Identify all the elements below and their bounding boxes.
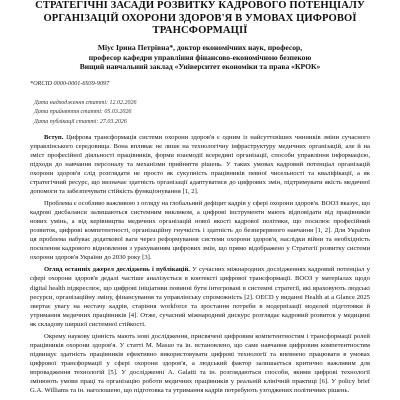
paragraph-text: Проблема є особливо важливою з огляду на глобальний дефіцит кадрів у сфері охорони здоров'я. ВООЗ вказує, що кадрові дисбаланси залишаються системним викликом, а цифрові інструменти мають відповідати від працівників нових умінь, а від керівництва медичних організацій нової якості кадрової політики, що посилює професійний розвиток, цифрові компетентності, організаційну гнучкість і здатність до безперервного навчання [1, 2]. Для України ця проблема набуває додаткової ваги через реформування системи охорони здоров'я, наслідки війни та необхідність посилення кадрового відновлення з урахуванням цифрових змін, що прямо відображено у Стратегії розвитку системи охорони здоров'я України до 2030 року [3]. [30,200,370,262]
date-published: Дата публікації статті: 27.03.2026 [34,118,127,125]
affiliation-institution: Вищий навчальний заклад «Університет економіки та права «КРОК» [79,62,321,72]
article-title [30,0,370,38]
title-line: СТРАТЕГІЧНІ ЗАСАДИ РОЗВИТКУ КАДРОВОГО ПОТЕНЦІАЛУ [35,0,365,11]
paragraph-introduction [30,133,370,196]
paragraph-literature-review [30,265,370,328]
orcid-id: *ORCID 0000-0001-6939-9097 [30,80,110,88]
paragraph-text: У сучасних міжнародних дослідженнях кадровий потенціал у сфері охорони здоров'я дедалі частіше аналізується в контексті цифрової трансформації. ВООЗ у матеріалах щодо digital health підкреслює, що цифрові ініціативи повинні бути інтегровані в системні стратегії, які враховують людські ресурси, організаційну зміну, фінансування та управлінську спроможність [2]. OECD у виданні Health at a Glance 2025 звертає увагу на нестачу кадрів, старіння workforce та зростання потреби в модернізації моделей підготовки й утримання медичних працівників [4]. Отже, сучасний міжнародний дискурс розглядає кадровий розвиток у медицині як складову ширшої системної стійкості. [30,266,370,328]
date-received: Дата надходження статті: 12.02.2026 [34,100,137,107]
paragraph [30,332,370,395]
author-line: Міус Ірина Петрівна*, доктор економічних наук, професор, [97,42,303,52]
author-block [30,43,370,72]
affiliation-department: професор кафедри управління фінансово-економічною безпекою [88,52,312,62]
paragraph-text: Окрему наукову цінність мають нові дослідження, присвячені цифровим компетентностям і трансформації ролей працівників охорони здоров'я. У статті M. Masuo та ін. встановлено, що саме навчання цифровим компетентностям підвищує здатність працівників ефективно використовувати цифрові технології та впевнено працювати в умовах цифрової трансформації у сфері охорони здоров'я, а людський фактор залишається критично важливим для впровадження технологій [5]. У дослідженні A. Galatti та ін. розглядаються способи, якими цифрові технології змінюють умови праці та організацію роботи медичних працівників у реальній клінічній практиці [6]. У policy brief G.A. Williams та ін. наголошено, що підготовка та утримання кадрів потребують узгоджених політичних рішень. [30,332,370,395]
paragraph-lead: Вступ. [44,133,64,141]
title-line: ОРГАНІЗАЦІЙ ОХОРОНИ ЗДОРОВ'Я В УМОВАХ ЦИФРОВОЇ [43,12,357,24]
paragraph-text: Цифрова трансформація системи охорони здоров'я є одним із найсуттєвіших чинників зміни сучасного управлінського середовища. Вона впливає не лише на технологічну інфраструктуру медичних організацій, але й на зміст професійної діяльності працівників, форми взаємодії всередині організації, способи управління інформацією, підходи до навчання персоналу та механізми прийняття рішень. У таких умовах кадровий потенціал організацій охорони здоров'я слід розглядати не просто як сукупність працівників певної чисельності та кваліфікації, а як стратегічний ресурс, що визначає здатність організації адаптуватися до цифрових змін, підтримувати якість медичної допомоги та забезпечувати стійкість функціонування [1, 2]. [30,133,370,196]
paragraph [30,199,370,262]
article-dates [30,99,370,127]
paragraph-lead: Огляд останніх джерел досліджень і публікацій. [44,266,190,274]
date-accepted: Дата прийняття статті: 05.03.2026 [34,109,132,116]
article-body [30,133,370,395]
title-line: ТРАНСФОРМАЦІЇ [152,25,248,37]
